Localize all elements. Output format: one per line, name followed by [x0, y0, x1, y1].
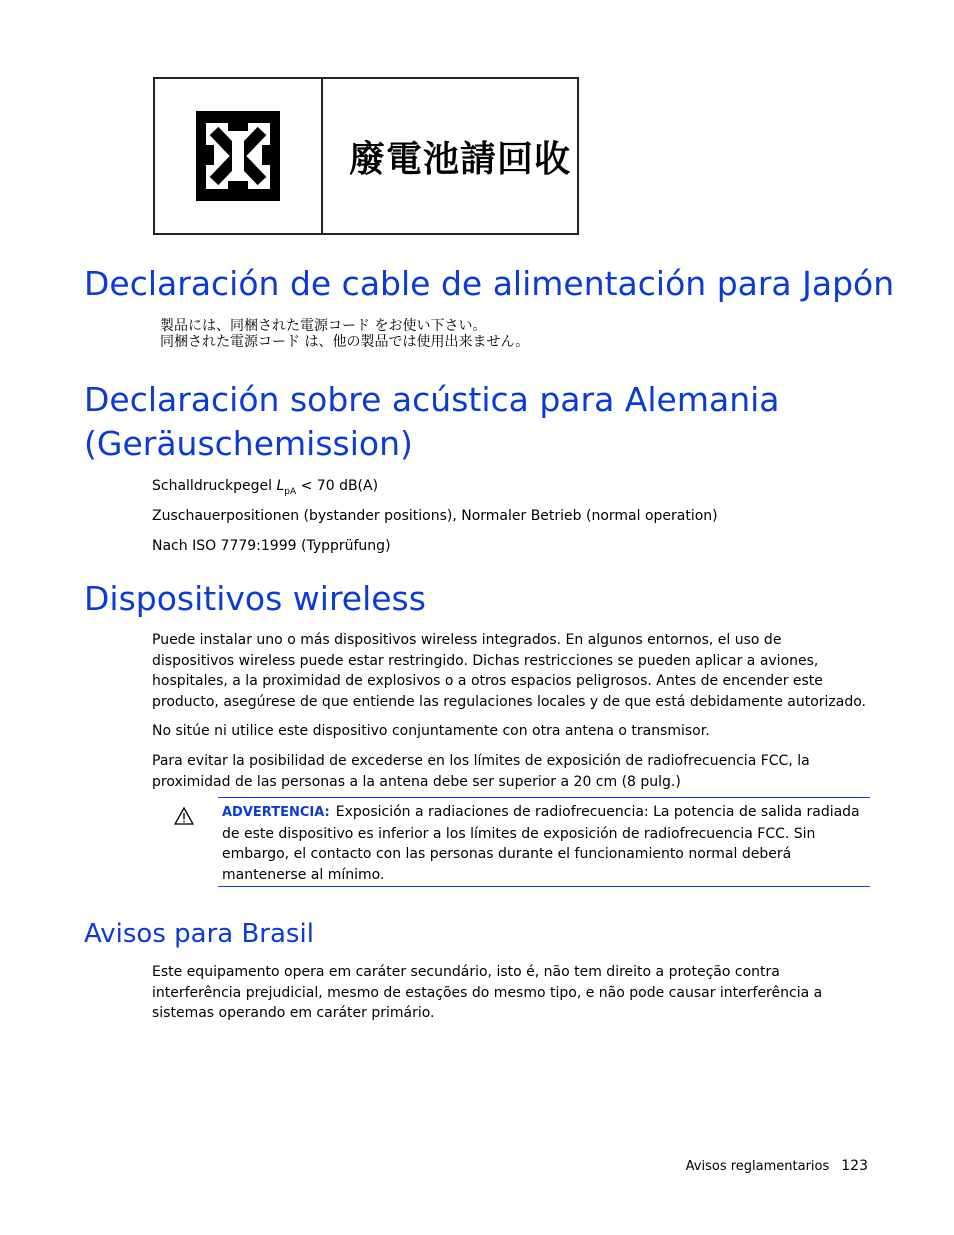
sound-pressure-symbol: L — [276, 478, 285, 494]
battery-recycle-box — [153, 77, 579, 235]
wireless-intro-paragraph: Puede instalar uno o más dispositivos wireless integrados. En algunos entornos, el uso de dispositivos wireless puede estar restringido. Dichas restricciones se pueden aplicar a aviones, hospitales, a la proximidad de explosivos o a otros espacios peligrosos. Antes de encender este producto, asegúrese de que entiende las regulaciones locales y de que está debidamente autorizado. — [152, 632, 867, 710]
brazil-notices-heading: Avisos para Brasil — [84, 919, 314, 949]
battery-recycle-icon — [155, 79, 323, 233]
warning-triangle-icon — [174, 807, 194, 825]
warning-text — [222, 802, 868, 885]
germany-acoustic-heading-line-1: Declaración sobre acústica para Alemania — [84, 380, 780, 419]
brazil-notice-paragraph: Este equipamento opera em caráter secundário, isto é, não tem direito a proteção contra interferência prejudicial, mesmo de estações do mesmo tipo, e não pode causar interferência a sistemas operando em caráter primário. — [152, 964, 823, 1021]
wireless-antenna-paragraph: No sitúe ni utilice este dispositivo conjuntamente con otra antena o transmisor. — [152, 723, 710, 739]
sound-pressure-value: < 70 dB(A) — [296, 478, 379, 494]
battery-recycle-text: 廢電池請回收 — [349, 138, 572, 180]
germany-acoustic-heading — [84, 378, 780, 466]
warning-body: Exposición a radiaciones de radiofrecuencia: La potencia de salida radiada de este dispositivo es inferior a los límites de exposición de radiofrecuencia FCC. Sin embargo, el contacto con las personas durante el funcionamiento normal deberá mantenerse al mínimo. — [222, 804, 860, 883]
japan-statement-line-2: 同梱された電源コード は、他の製品では使用出来ません。 — [160, 334, 530, 350]
wireless-devices-heading: Dispositivos wireless — [84, 579, 426, 618]
warning-label: ADVERTENCIA: — [222, 805, 330, 820]
iso-paragraph: Nach ISO 7779:1999 (Typprüfung) — [152, 538, 391, 554]
japan-power-cord-heading: Declaración de cable de alimentación para Japón — [84, 264, 895, 303]
warning-callout — [168, 797, 870, 888]
sound-pressure-subscript: pA — [284, 486, 297, 497]
japan-statement — [160, 318, 529, 350]
warning-top-rule — [218, 797, 870, 798]
footer-section-name: Avisos reglamentarios — [685, 1159, 830, 1174]
sound-pressure-paragraph — [152, 476, 868, 502]
sound-pressure-prefix: Schalldruckpegel — [152, 478, 277, 494]
wireless-fcc-paragraph: Para evitar la posibilidad de excederse en los límites de exposición de radiofrecuencia FCC, la proximidad de las personas a la antena debe ser superior a 20 cm (8 pulg.) — [152, 753, 810, 790]
germany-acoustic-heading-line-2: (Geräuschemission) — [84, 424, 413, 463]
page-footer — [686, 1158, 868, 1174]
bystander-positions-paragraph: Zuschauerpositionen (bystander positions), Normaler Betrieb (normal operation) — [152, 508, 718, 524]
japan-statement-line-1: 製品には、同梱された電源コード をお使い下さい。 — [160, 318, 487, 334]
page-number: 123 — [841, 1158, 868, 1174]
warning-bottom-rule — [218, 886, 870, 887]
